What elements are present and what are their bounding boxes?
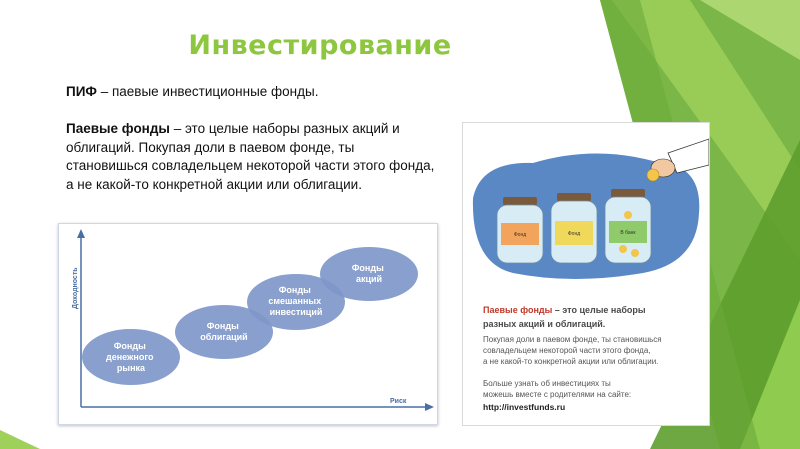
funds-term: Паевые фонды [66,121,170,136]
x-axis-arrow [425,403,434,411]
y-axis-arrow [77,229,85,238]
funds-text: – это целые наборы разных акций и облигаций. Покупая доли в паевом фонде, ты становишься совладельцем некоторой части этого фонда, а не какой-то конкретной акции или облигации. [66,121,435,192]
label-bonds: Фонды облигаций [200,321,248,342]
card-heading-rest: – это целые наборы [552,305,646,315]
funds-definition [66,120,436,194]
label-stocks: Фонды акций [351,263,384,284]
jar2-label-text: Фонд [567,231,581,237]
x-axis-label: Риск [390,398,407,405]
pif-text: – паевые инвестиционные фонды. [96,84,319,99]
card-body-line-1: Покупая доли в паевом фонде, ты становишься [483,335,662,344]
jar3-label-text: В банк [620,230,636,236]
jar1-lid [503,197,537,205]
card-link[interactable]: http://investfunds.ru [483,402,566,412]
label-mixed: Фонды смешанных инвестиций [268,285,323,317]
diagram-canvas [59,224,437,424]
label-money-market: Фонды денежного рынка [106,341,154,373]
card-more-line-1: Больше узнать об инвестициях ты [483,379,611,388]
pif-term: ПИФ [66,84,97,99]
slide-title: Инвестирование [188,30,452,61]
jar1-label-text: Фонд [513,232,527,238]
pif-definition [66,84,426,99]
card-body-line-3: а не какой-то конкретной акции или облигации. [483,357,659,366]
jar2-lid [557,193,591,201]
illustration-card [462,122,710,426]
y-axis-label: Доходность [72,267,79,309]
coin [647,169,659,181]
card-heading [483,305,646,315]
jar3-lid [611,189,645,197]
risk-return-diagram [58,223,438,425]
card-heading-red: Паевые фонды [483,305,553,315]
card-more-line-2: можешь вместе с родителями на сайте: [483,390,632,399]
card-body-line-2: совладельцем некоторой части этого фонда, [483,346,651,355]
jars-illustration [463,123,709,288]
card-heading-line2: разных акций и облигаций. [483,319,606,329]
